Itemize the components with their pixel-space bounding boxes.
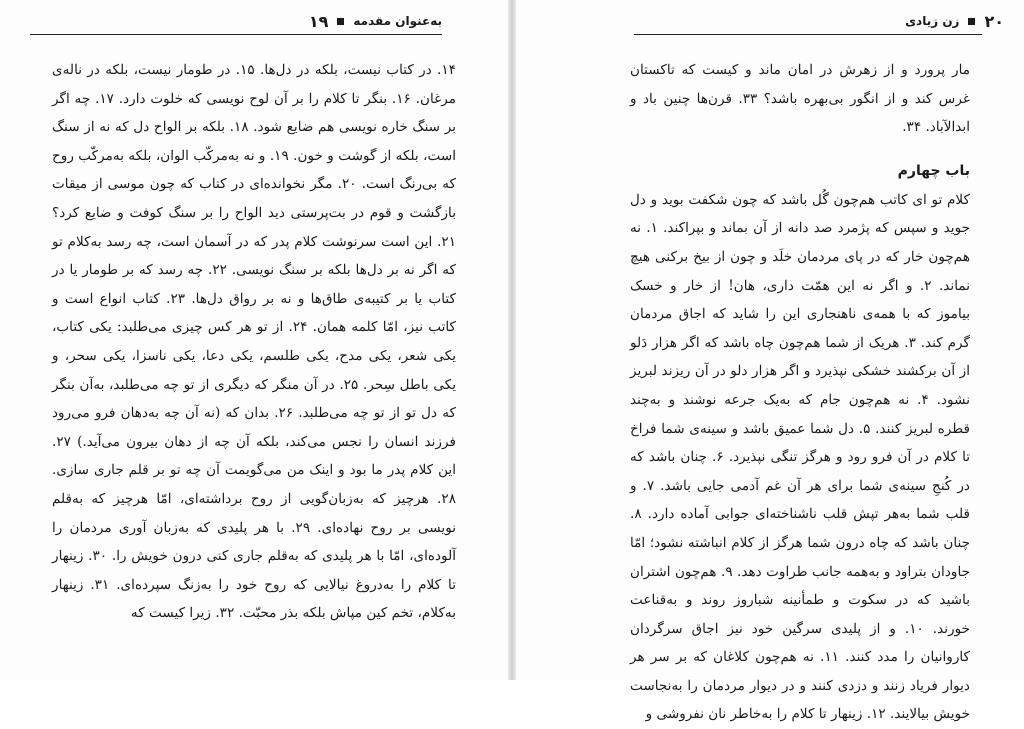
header-rule bbox=[634, 34, 982, 35]
header-separator-square bbox=[968, 18, 975, 25]
left-page bbox=[0, 0, 508, 680]
body-paragraph: کلام تو ای کاتب هم‌چون گُل باشد که چون شکفت بوید و دل جوید و سپس که پژمرد صد دانه از آن بماند و بپراکند. ۱. نه هم‌چون خار که در پای مردمان خلَد و چون از بیخ برکنی هیچ نماند. ۲. و اگر نه این همّت داری، هان! از خار و خسک بیاموز که با همه‌ی ناهنجاری این را شاید که اجاق مردمان گرم کند. ۳. هریک از شما هم‌چون چاه باشد که اگر هزار دَلو از آن برکشند خشکی نپذیرد و اگر هزار دلو در آن ریزند لبریز نشود. ۴. نه هم‌چون جام که به‌یک جرعه نوشند و به‌چند قطره لبریز کنند. ۵. دل شما عمیق باشد و سینه‌ی شما فراخ تا کلام در آن فرو رود و هرگز تنگی نپذیرد. ۶. چنان باشد که در کُنجِ سینه‌ی شما برای هر آن غم آدمی جایی باشد. ۷. و قلب شما به‌هر تپش قلب ناشناخته‌ای جوابی آماده دارد. ۸. چنان باشد که چاه درون شما هرگز از کلام انباشته نشود؛ امّا جاودان بتراود و به‌همه جانب طراوت دهد. ۹. هم‌چون اشتران باشید که در سکوت و طمأنینه شباروز روند و به‌قناعت خورند. ۱۰. و از پلیدی سرگین خود نیز اجاق سرگردان کاروانیان را مدد کنند. ۱۱. نه هم‌چون کلاغان که بر سر هر دیوار فریاد زنند و دزدی کنند و در دیوار مردمان را به‌نجاست خویش بیالایند. ۱۲. زینهار تا کلام را به‌خاطر نان نفروشی و bbox=[630, 191, 971, 723]
body-paragraph: ۱۴. در کتاب نیست، بلکه در دل‌ها. ۱۵. در طومار نیست، بلکه در ناله‌ی مرغان. ۱۶. بنگر تا کلام را بر آن لوح نویسی که خلوت دارد. ۱۷. چه اگر بر سنگ خاره نویسی هم ضایع شود. ۱۸. بلکه بر الواح دل که نه از سنگ است، بلکه از گوشت و خون. ۱۹. و نه به‌مرکّب الوان، بلکه به‌مرکّب روح که بی‌رنگ است. ۲۰. مگر نخوانده‌ای در کتاب که چون موسی از میقات بازگشت و قوم در بت‌پرستی دید الواح را بر سنگ کوفت و ضایع کرد؟ ۲۱. این است سرنوشت کلام پدر که در آسمان است، چه رسد به‌کلام تو که اگر نه بر دل‌ها بلکه بر سنگ نویسی. ۲۲. چه رسد که بر طومار یا در کتاب یا بر کتیبه‌ی طاق‌ها و نه بر رواق دل‌ها. ۲۳. کتاب انواع است و کاتب نیز، امّا کلمه همان. ۲۴. از تو هر کس چیزی می‌طلبد: یکی کتاب، یکی شعر، یکی مدح، یکی طلسم، یکی دعا، یکی ناسزا، یکی سحر، و یکی باطل سِحر. ۲۵. در آن منگر که دیگری از تو چه می‌طلبد، به‌آن بنگر که دل تو از تو چه می‌طلبد. ۲۶. بدان که (نه آن چه به‌دهان فرو می‌رود فرزند انسان را نجس می‌کند، بلکه آن چه از دهان بیرون می‌آید.) ۲۷. این کلام پدر ما بود و اینک من می‌گویمت آن چه تو بر قلم جاری سازی. ۲۸. هرچیز که به‌زبان‌گویی از روح برداشته‌ای، امّا هرچیز که به‌قلم نویسی بر روح نهاده‌ای. ۲۹. با هر پلیدی که به‌زبان آوری مردمان را آلوده‌ای، امّا با هر پلیدی که به‌قلم جاری کنی درون خویش را. ۳۰. زینهار تا کلام را به‌دروغ نیالایی که روح خود را به‌زنگ سپرده‌ای. ۳۱. زینهار به‌کلام، تخم کین مپاش بلکه بذر محبّت. ۳۲. زیرا کیست که bbox=[52, 62, 457, 622]
header-rule bbox=[30, 34, 442, 35]
running-title: زن زیادی bbox=[905, 14, 960, 28]
page-body bbox=[52, 56, 456, 628]
running-title: به‌عنوان مقدمه bbox=[353, 14, 442, 28]
page-number: ۱۹ bbox=[308, 11, 329, 31]
right-page bbox=[516, 0, 1024, 723]
page-header bbox=[309, 10, 442, 32]
page-header bbox=[905, 10, 1004, 32]
section-heading: باب چهارم bbox=[897, 162, 970, 179]
header-separator-square bbox=[337, 18, 344, 25]
intro-paragraph: مار پرورد و از زهرش در امان ماند و کیست که تاکستان غرس کند و از انگور بی‌بهره باشد؟ ۳۳. قرن‌ها چنین باد و ابدالآباد. ۳۴. bbox=[630, 62, 971, 136]
page-number: ۲۰ bbox=[984, 11, 1004, 31]
book-gutter bbox=[508, 0, 516, 680]
page-body bbox=[630, 56, 970, 729]
